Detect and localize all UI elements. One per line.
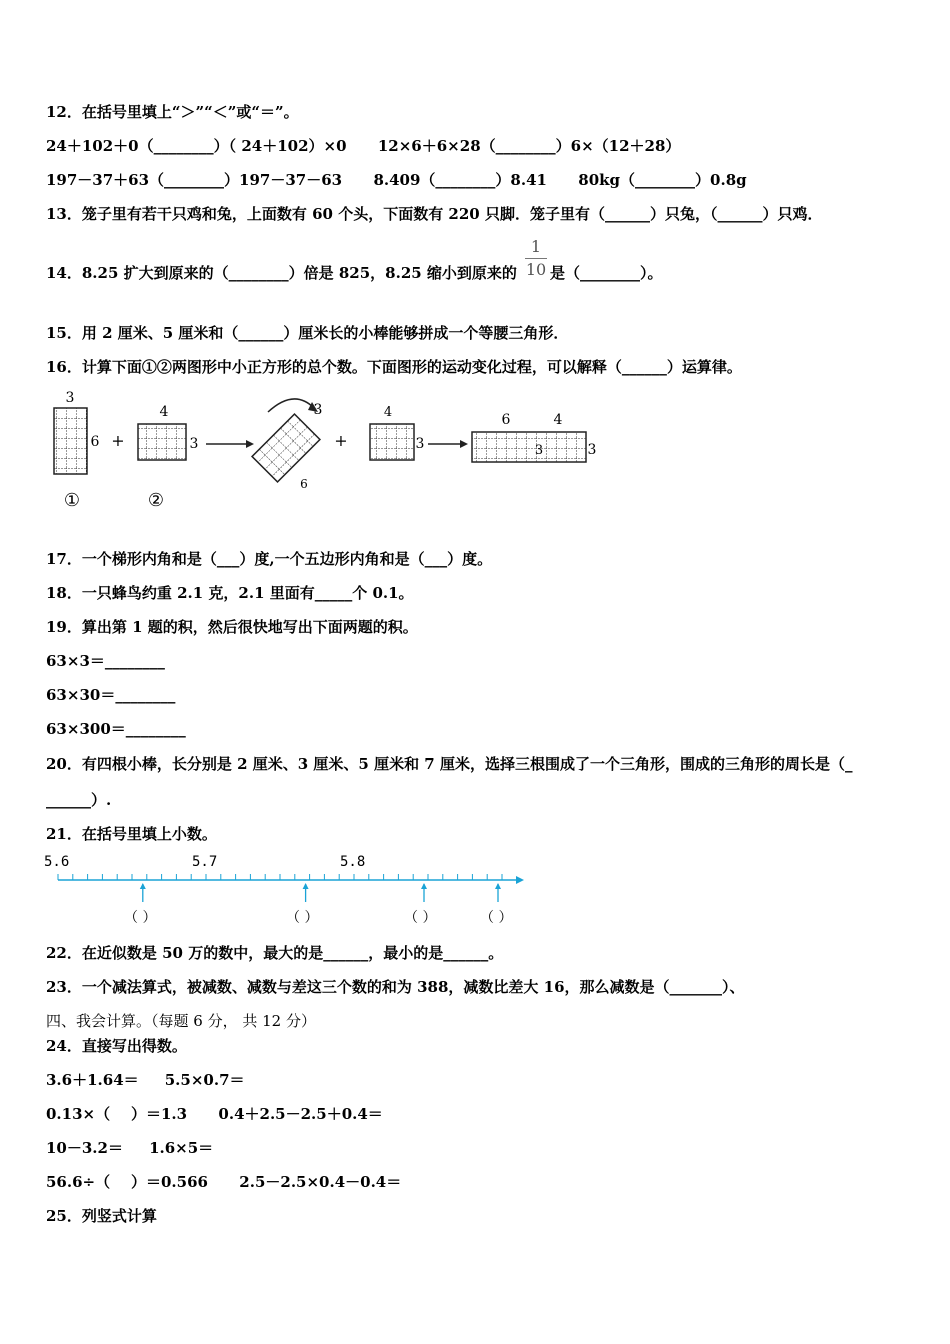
- q14-fraction: [525, 238, 547, 279]
- fig1-top-label: 3: [65, 390, 75, 406]
- section-4-heading: 四、我会计算。（每题 6 分， 共 12 分）: [46, 1012, 316, 1030]
- numberline-label-5.7: 5.7: [192, 854, 218, 870]
- figure-1-grid: [54, 390, 100, 511]
- q12-row2: 197－37＋63（________）197－37－63 8.409（________）8.41 80kg（________）0.8g: [46, 171, 747, 189]
- q23: 23．一个减法算式，被减数、减数与差这三个数的和为 388，减数比差大 16，那么减数是（_______）、: [46, 978, 745, 996]
- res-top-label-2: 4: [553, 412, 563, 428]
- res-top-label-1: 6: [501, 412, 511, 428]
- rot-side-label: 3: [313, 402, 323, 418]
- q14-part1: 14．8.25 扩大到原来的（________）倍是 825，8.25 缩小到原来的: [46, 264, 517, 282]
- figure-2-grid: [138, 404, 198, 511]
- q24-d: 56.6÷（ ）＝0.566 2.5－2.5×0.4－0.4＝: [46, 1173, 402, 1191]
- numberline-pointer-head-2: [303, 883, 309, 889]
- fig3-top-label: 4: [383, 405, 393, 420]
- rotated-grid: [252, 414, 320, 482]
- numberline-pointer-head-3: [421, 883, 427, 889]
- fig1-circle-label: ①: [63, 490, 81, 511]
- q21-number-line: [40, 850, 540, 934]
- numberline-blank-3: （ ）: [404, 910, 437, 926]
- q21: 21．在括号里填上小数。: [46, 825, 217, 843]
- q19-b: 63×30＝________: [46, 686, 176, 704]
- numberline-axis: [58, 874, 524, 902]
- res-side-label: 3: [587, 442, 597, 458]
- fig2-circle-label: ②: [147, 490, 165, 511]
- q12-row1: 24＋102＋0（________）（ 24＋102）×0 12×6＋6×28（________）6×（12＋28）: [46, 137, 681, 155]
- plus-sign-2: +: [334, 431, 348, 450]
- numberline-label-5.8: 5.8: [340, 854, 366, 870]
- rot-bottom-label: 6: [300, 477, 308, 491]
- q25: 25．列竖式计算: [46, 1207, 157, 1225]
- figure-3-grid: [370, 405, 424, 460]
- numberline-pointer-head-4: [495, 883, 501, 889]
- q24-a: 3.6＋1.64＝ 5.5×0.7＝: [46, 1071, 245, 1089]
- q16: 16．计算下面①②两图形中小正方形的总个数。下面图形的运动变化过程，可以解释（______）运算律。: [46, 358, 742, 376]
- q12-title: 12．在括号里填上“＞”“＜”或“＝”。: [46, 103, 299, 121]
- q24: 24．直接写出得数。: [46, 1037, 187, 1055]
- numberline-blank-4: （ ）: [480, 910, 513, 926]
- fig3-side-label: 3: [415, 436, 425, 452]
- q16-figure: [46, 388, 606, 518]
- q20-line2: ______）.: [46, 791, 112, 809]
- rotation-arrow: [268, 399, 314, 412]
- res-mid-label: 3: [534, 443, 544, 458]
- result-grid: [472, 412, 596, 462]
- numberline-label-5.6: 5.6: [44, 854, 70, 870]
- arrow-2: [428, 440, 468, 448]
- q24-c: 10－3.2＝ 1.6×5＝: [46, 1139, 214, 1157]
- q19-c: 63×300＝________: [46, 720, 186, 738]
- q24-b: 0.13×（ ）＝1.3 0.4＋2.5－2.5＋0.4＝: [46, 1105, 383, 1123]
- fig2-top-label: 4: [159, 404, 169, 420]
- numberline-pointer-head-1: [140, 883, 146, 889]
- numberline-blank-2: （ ）: [286, 910, 319, 926]
- fig1-side-label: 6: [90, 434, 100, 450]
- numberline-arrowhead: [516, 876, 524, 884]
- numberline-blank-1: （ ）: [124, 910, 157, 926]
- q18: 18．一只蜂鸟约重 2.1 克，2.1 里面有_____个 0.1。: [46, 584, 414, 602]
- fig2-side-label: 3: [189, 436, 199, 452]
- plus-sign-1: +: [111, 431, 125, 450]
- q20-line1: 20．有四根小棒，长分别是 2 厘米、3 厘米、5 厘米和 7 厘米，选择三根围成了一个三角形，围成的三角形的周长是（_: [46, 755, 853, 773]
- q17: 17．一个梯形内角和是（___）度,一个五边形内角和是（___）度。: [46, 550, 493, 568]
- arrow-1: [206, 440, 254, 448]
- q13: 13．笼子里有若干只鸡和兔，上面数有 60 个头，下面数有 220 只脚．笼子里有（______）只兔，（______）只鸡．: [46, 205, 823, 223]
- q14-part2: 是（________）。: [550, 264, 663, 282]
- fraction-denominator: 10: [525, 260, 547, 279]
- fraction-numerator: 1: [530, 237, 542, 256]
- q22: 22．在近似数是 50 万的数中，最大的是______，最小的是______。: [46, 944, 504, 962]
- q15: 15．用 2 厘米、5 厘米和（______）厘米长的小棒能够拼成一个等腰三角形．: [46, 324, 569, 342]
- q19: 19．算出第 1 题的积，然后很快地写出下面两题的积。: [46, 618, 418, 636]
- q19-a: 63×3＝________: [46, 652, 165, 670]
